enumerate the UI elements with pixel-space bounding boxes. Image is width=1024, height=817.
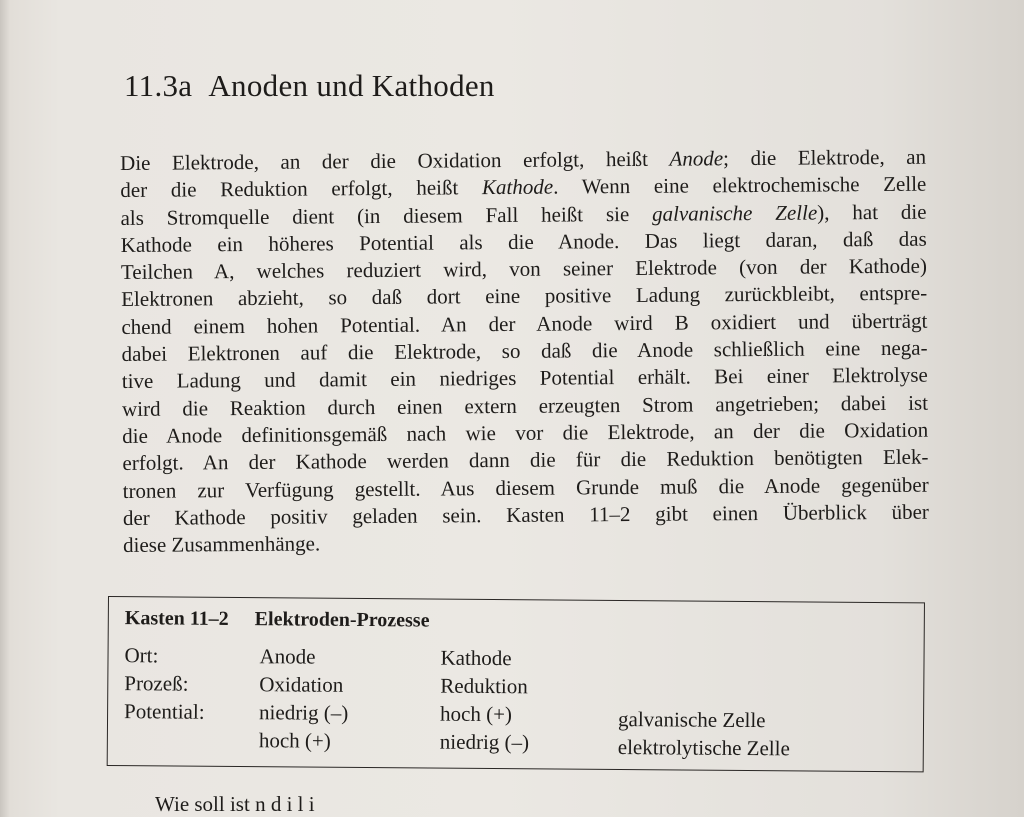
body-text-run: Elektronen abzieht, so daß dort eine positive Ladung zurückbleibt, entspre- [121,281,928,312]
body-text-run: der die Reduktion erfolgt, heißt [120,175,483,203]
emphasized-term: Kathode [481,174,554,200]
cell-galvanic-cell: galvanische Zelle [617,707,766,733]
body-text-run: erfolgt. An der Kathode werden dann die für die Reduktion benötigten Elek- [122,444,929,476]
section-number: 11.3a [124,68,193,103]
body-text-run: ; die Elektrode, an [723,144,927,171]
cell-anode-potential-galvanic: niedrig (–) [258,700,349,725]
box-label: Kasten 11–2 [124,607,229,630]
row-label-ort: Ort: [124,643,159,668]
body-text-run: dabei Elektronen auf die Elektrode, so daß die Anode schließlich eine nega- [121,335,928,367]
cell-kathode-potential-electrolytic: niedrig (–) [439,729,530,755]
cell-electrolytic-cell: elektrolytische Zelle [617,735,790,761]
box-heading: Elektroden-Prozesse [254,608,430,632]
body-text-run: wird die Reaktion durch einen extern erzeugten Strom angetrieben; dabei ist [121,390,929,421]
body-text-run: Die Elektrode, an der die Oxidation erfolgt, heißt [120,146,670,175]
body-paragraph [120,144,929,560]
cell-anode: Anode [259,644,316,669]
body-text-run: chend einem hohen Potential. An der Anode wird B oxidiert und überträgt [121,308,928,339]
emphasized-term: galvanische Zelle [651,200,818,226]
emphasized-term: Anode [669,146,724,171]
body-text-run: der Kathode positiv geladen sein. Kasten 11–2 gibt einen Überblick über [122,499,929,530]
cut-off-next-line: Wie soll ist n d i l i [155,792,315,816]
body-line [123,526,929,560]
row-label-prozess: Prozeß: [124,671,189,696]
cell-kathode: Kathode [440,645,512,671]
cell-kathode-potential-galvanic: hoch (+) [439,701,513,727]
body-text-run: als Stromquelle dient (in diesem Fall heißt sie [120,201,653,230]
body-text-run: die Anode definitionsgemäß nach wie vor die Elektrode, an der die Oxidation [122,417,929,448]
section-title: Anoden und Kathoden [208,68,495,103]
row-label-potential: Potential: [124,699,205,724]
body-text-run: tronen zur Verfügung gestellt. Aus diesem Grunde muß die Anode gegenüber [122,472,929,503]
body-text-run: tive Ladung und damit ein niedriges Potential erhält. Bei einer Elektrolyse [121,363,928,394]
box-title [125,607,430,632]
body-text-run: ), hat die [817,199,927,225]
body-text-run: diese Zusammenhänge. [123,531,321,558]
body-text-run: . Wenn eine elektrochemische Zelle [553,171,927,199]
cell-anode-potential-electrolytic: hoch (+) [258,728,331,753]
section-heading [124,68,495,104]
body-text-run: Teilchen A, welches reduziert wird, von seiner Elektrode (von der Kathode) [120,253,928,285]
body-text-run: Kathode ein höheres Potential als die Anode. Das liegt daran, daß das [120,226,927,257]
cell-oxidation: Oxidation [259,672,344,697]
cell-reduktion: Reduktion [440,673,528,699]
info-box [107,596,925,772]
